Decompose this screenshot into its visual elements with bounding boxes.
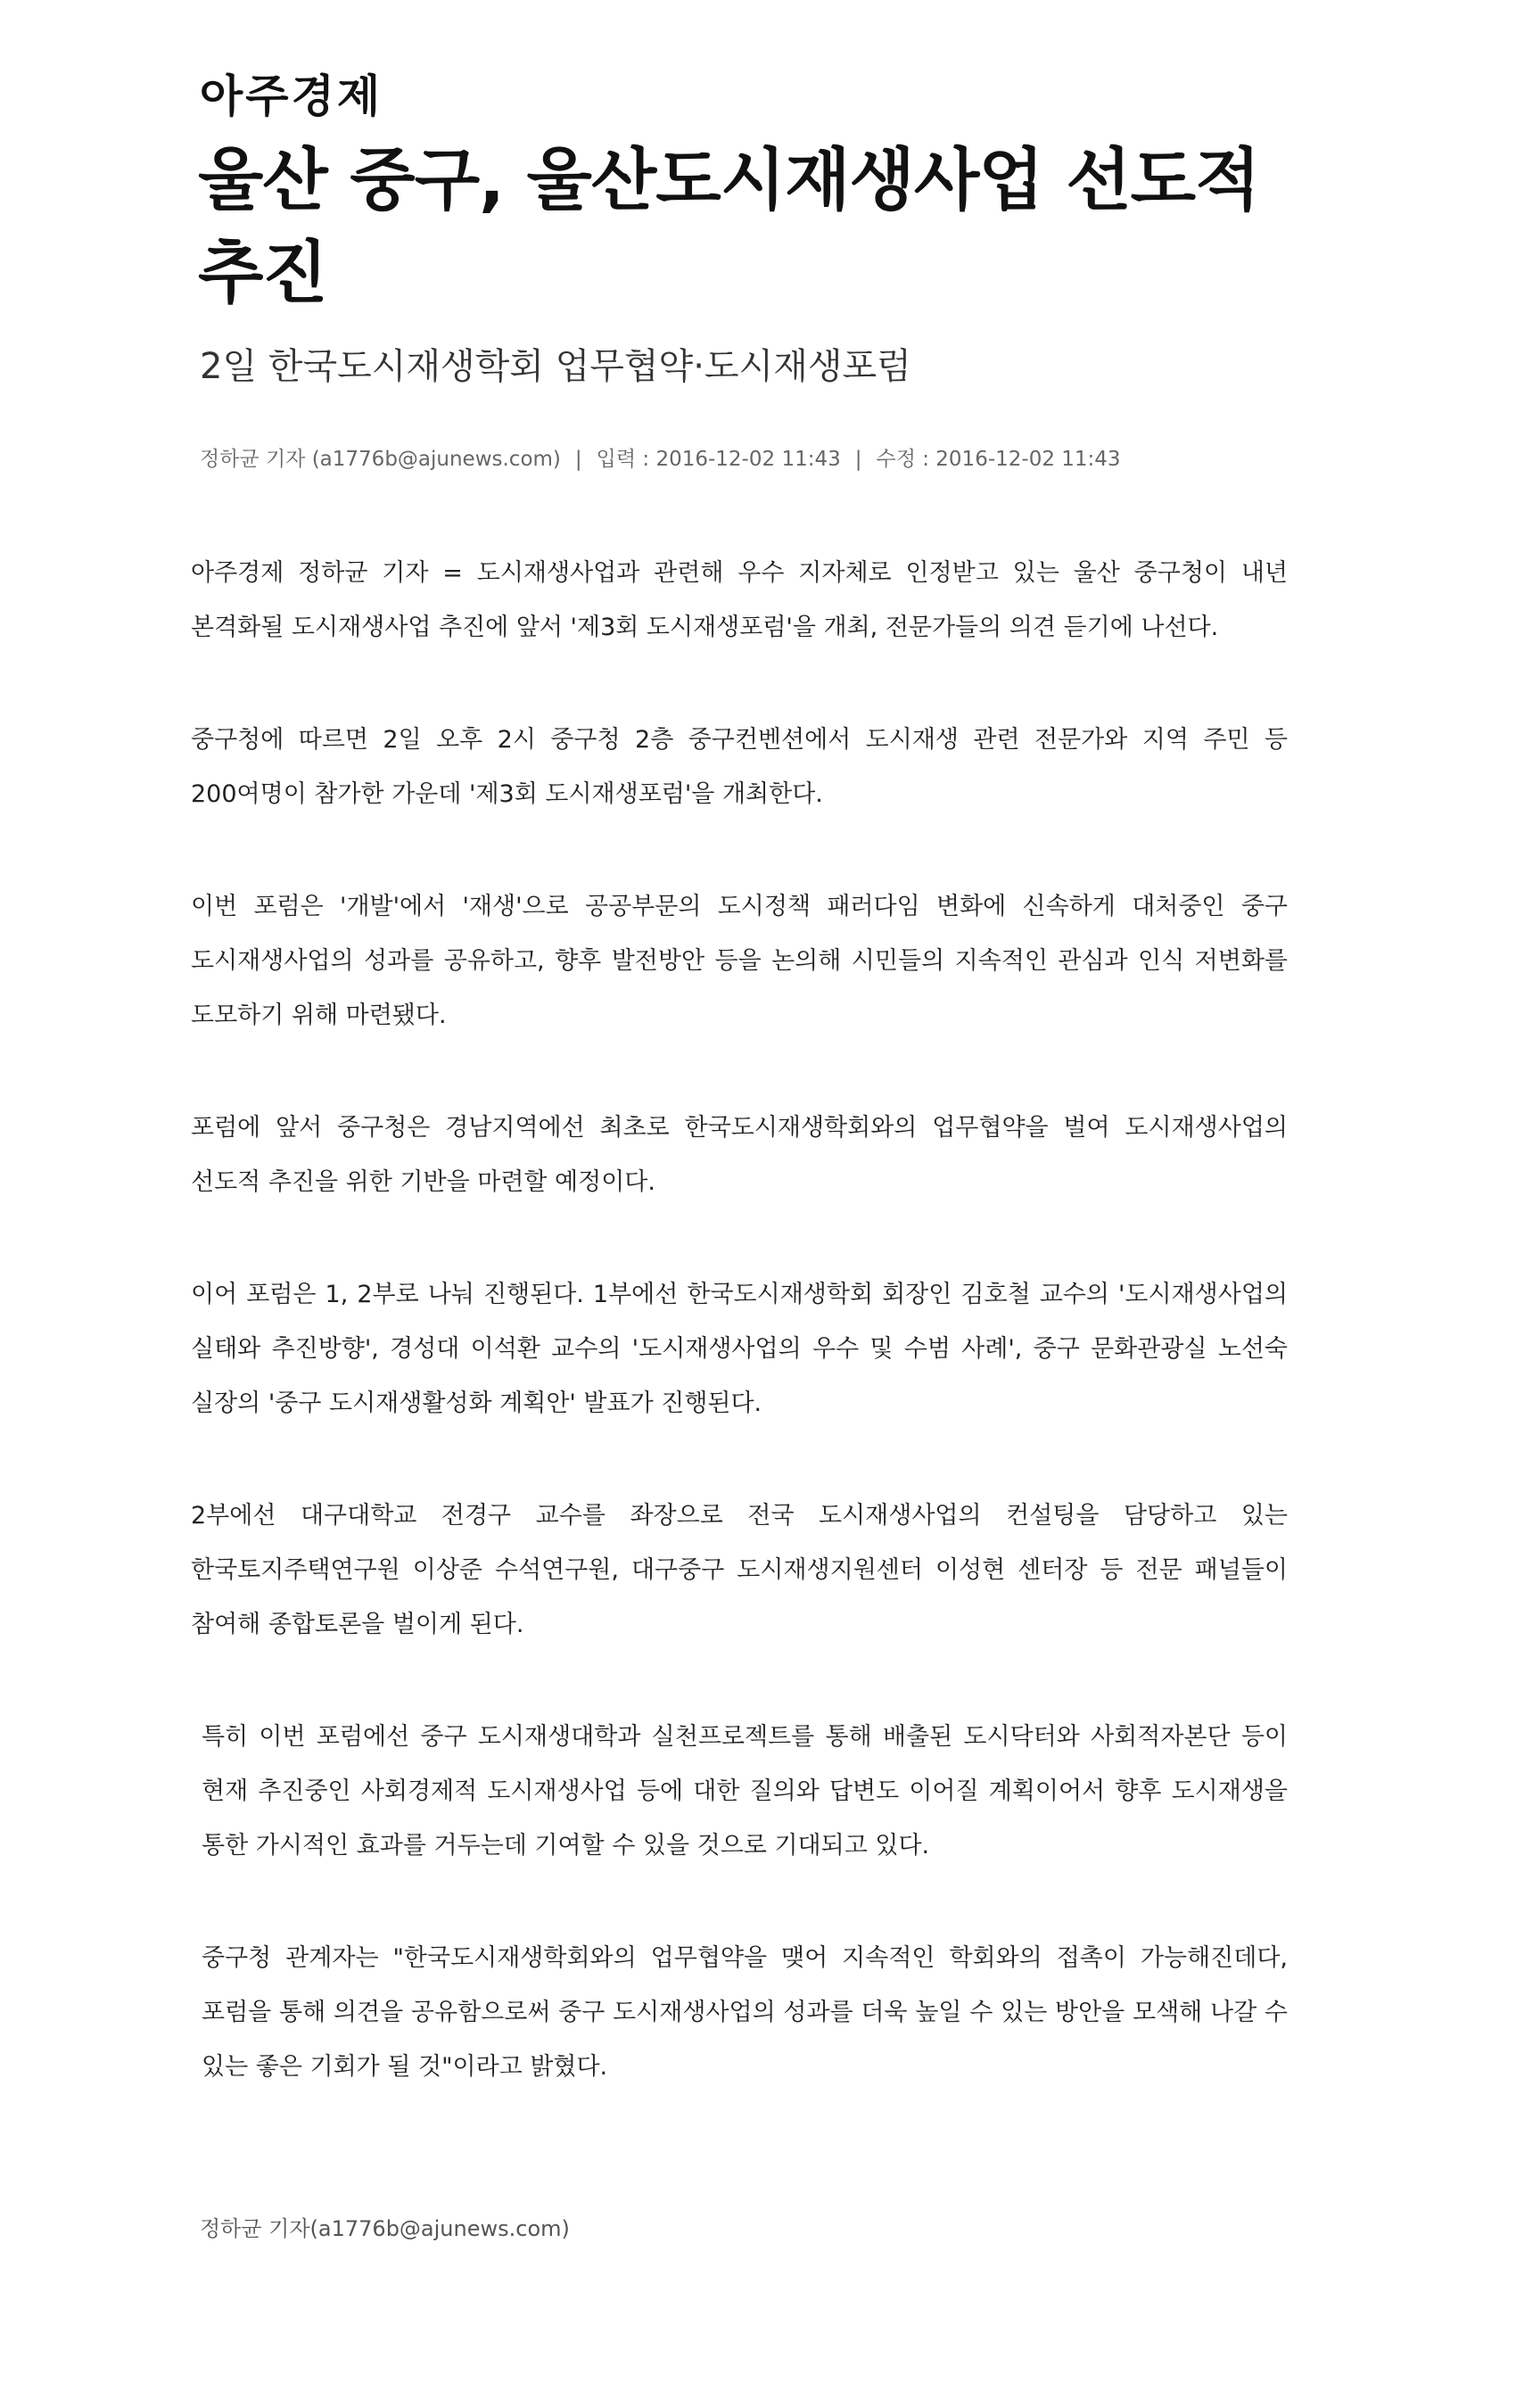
article-paragraph: 포럼에 앞서 중구청은 경남지역에선 최초로 한국도시재생학회와의 업무협약을 벌여 도시재생사업의 선도적 추진을 위한 기반을 마련할 예정이다. (191, 1114, 1288, 1196)
article-paragraph: 중구청에 따르면 2일 오후 2시 중구청 2층 중구컨벤션에서 도시재생 관련 전문가와 지역 주민 등 200여명이 참가한 가운데 '제3회 도시재생포럼'을 개최한다. (191, 726, 1288, 808)
input-timestamp: 입력 : 2016-12-02 11:43 (596, 448, 841, 471)
publication-logo: 아주경제 (200, 70, 383, 122)
article-paragraph: 중구청 관계자는 "한국도시재생학회와의 업무협약을 맺어 지속적인 학회와의 접촉이 가능해진데다, 포럼을 통해 의견을 공유함으로써 중구 도시재생사업의 성과를 더욱 높일 수 있는 방안을 모색해 나갈 수 있는 좋은 기회가 될 것"이라고 밝혔다. (202, 1944, 1288, 2081)
reporter-credit: 정하균 기자 (a1776b@ajunews.com) (200, 448, 561, 471)
article-headline: 울산 중구, 울산도시재생사업 선도적 추진 (198, 140, 1260, 312)
article-paragraph: 아주경제 정하균 기자 = 도시재생사업과 관련해 우수 지자체로 인정받고 있는 울산 중구청이 내년 본격화될 도시재생사업 추진에 앞서 '제3회 도시재생포럼'을 개최, 전문가들의 의견 듣기에 나선다. (191, 559, 1288, 641)
byline-separator: | (574, 448, 582, 471)
footer-reporter-credit: 정하균 기자(a1776b@ajunews.com) (200, 2216, 570, 2241)
article-paragraph: 특히 이번 포럼에선 중구 도시재생대학과 실천프로젝트를 통해 배출된 도시닥터와 사회적자본단 등이 현재 추진중인 사회경제적 도시재생사업 등에 대한 질의와 답변도 이어질 계획이어서 향후 도시재생을 통한 가시적인 효과를 거두는데 기여할 수 있을 것으로 기대되고 있다. (202, 1723, 1288, 1860)
article-body (191, 546, 1288, 2152)
byline-separator: | (854, 448, 862, 471)
article-paragraph: 2부에선 대구대학교 전경구 교수를 좌장으로 전국 도시재생사업의 컨설팅을 담당하고 있는 한국토지주택연구원 이상준 수석연구원, 대구중구 도시재생지원센터 이성현 센터장 등 전문 패널들이 참여해 종합토론을 벌이게 된다. (191, 1502, 1289, 1638)
article-subheadline: 2일 한국도시재생학회 업무협약·도시재생포럼 (200, 346, 911, 387)
modified-timestamp: 수정 : 2016-12-02 11:43 (876, 448, 1121, 471)
article-paragraph: 이어 포럼은 1, 2부로 나눠 진행된다. 1부에선 한국도시재생학회 회장인 김호철 교수의 '도시재생사업의 실태와 추진방향', 경성대 이석환 교수의 '도시재생사업의 우수 및 수범 사례', 중구 문화관광실 노선숙 실장의 '중구 도시재생활성화 계획안' 발표가 진행된다. (191, 1281, 1288, 1417)
article-paragraph: 이번 포럼은 '개발'에서 '재생'으로 공공부문의 도시정책 패러다임 변화에 신속하게 대처중인 중구 도시재생사업의 성과를 공유하고, 향후 발전방안 등을 논의해 시민들의 지속적인 관심과 인식 저변화를 도모하기 위해 마련됐다. (191, 893, 1288, 1029)
article-byline (200, 446, 1359, 473)
